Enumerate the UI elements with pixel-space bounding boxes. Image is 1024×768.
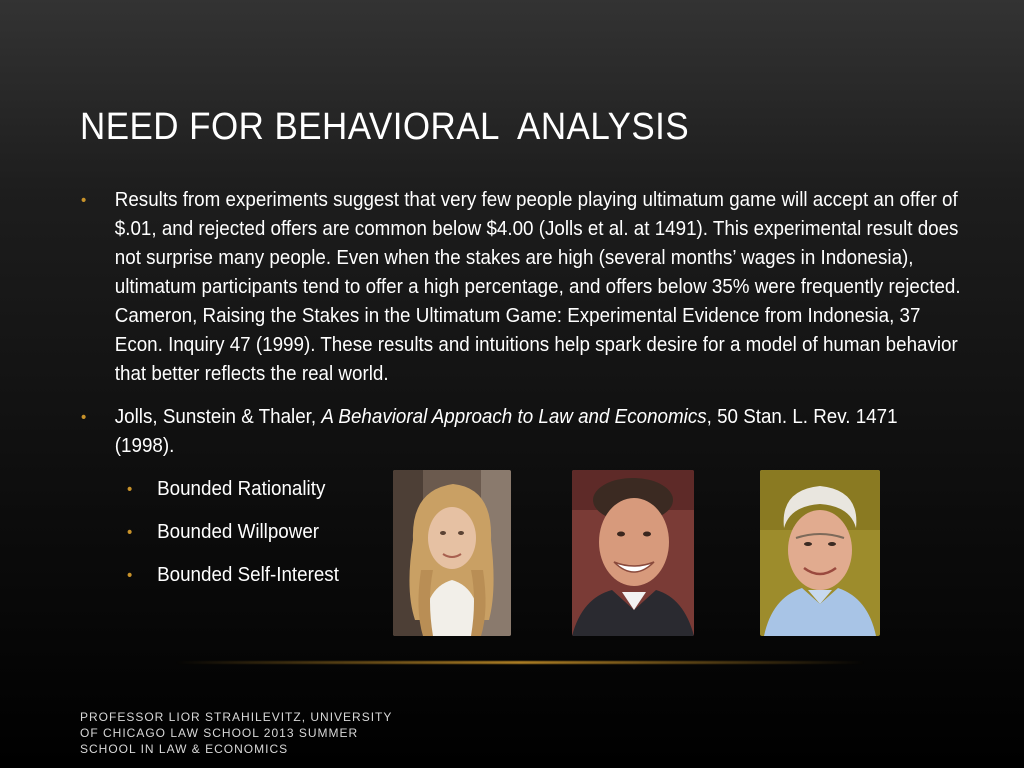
sub-bullet-dot-icon: • [127,481,133,498]
citation-prefix: Jolls, Sunstein & Thaler, [114,406,322,428]
sub-bullet-text-2: Bounded Willpower [157,521,320,543]
portrait-photo-3 [760,470,880,636]
citation-title: A Behavioral Approach to Law and Economics [321,406,707,428]
portrait-photo-1 [393,470,511,636]
bullet-item-1 [80,186,961,389]
bullet-text-1: Results from experiments suggest that very few people playing ultimatum game will accept an offer of $.01, and rejected offers are common below $4.00 (Jolls et al. at 1491). This experimental result does not surprise many people. Even when the stakes are high (several months’ wages in Indonesia), ultimatum participants tend to offer a high percentage, and offers below 35% were frequently rejected. Cameron, Raising the Stakes in the Ultimatum Game: Experimental Evidence from Indonesia, 37 Econ. Inquiry 47 (1999). These results and intuitions help spark desire for a model of human behavior that better reflects the real world. [114,189,961,385]
sub-bullet-text-1: Bounded Rationality [157,478,326,500]
bullet-item-2 [80,403,961,461]
bullet-dot-icon: • [80,409,87,426]
sub-bullet-dot-icon: • [127,567,133,584]
sub-bullet-text-3: Bounded Self-Interest [157,564,339,586]
slide-footer: PROFESSOR LIOR STRAHILEVITZ, UNIVERSITY OF CHICAGO LAW SCHOOL 2013 SUMMER SCHOOL IN LAW & ECONOMICS [80,710,393,756]
bullet-dot-icon: • [80,192,87,209]
portrait-photo-2 [572,470,694,636]
slide-title: NEED FOR BEHAVIORAL ANALYSIS [80,106,690,148]
citation-suffix: , 50 Stan. L. Rev. 1471 (1998). [114,406,898,457]
sub-bullet-dot-icon: • [127,524,133,541]
gold-divider-line [175,661,865,664]
